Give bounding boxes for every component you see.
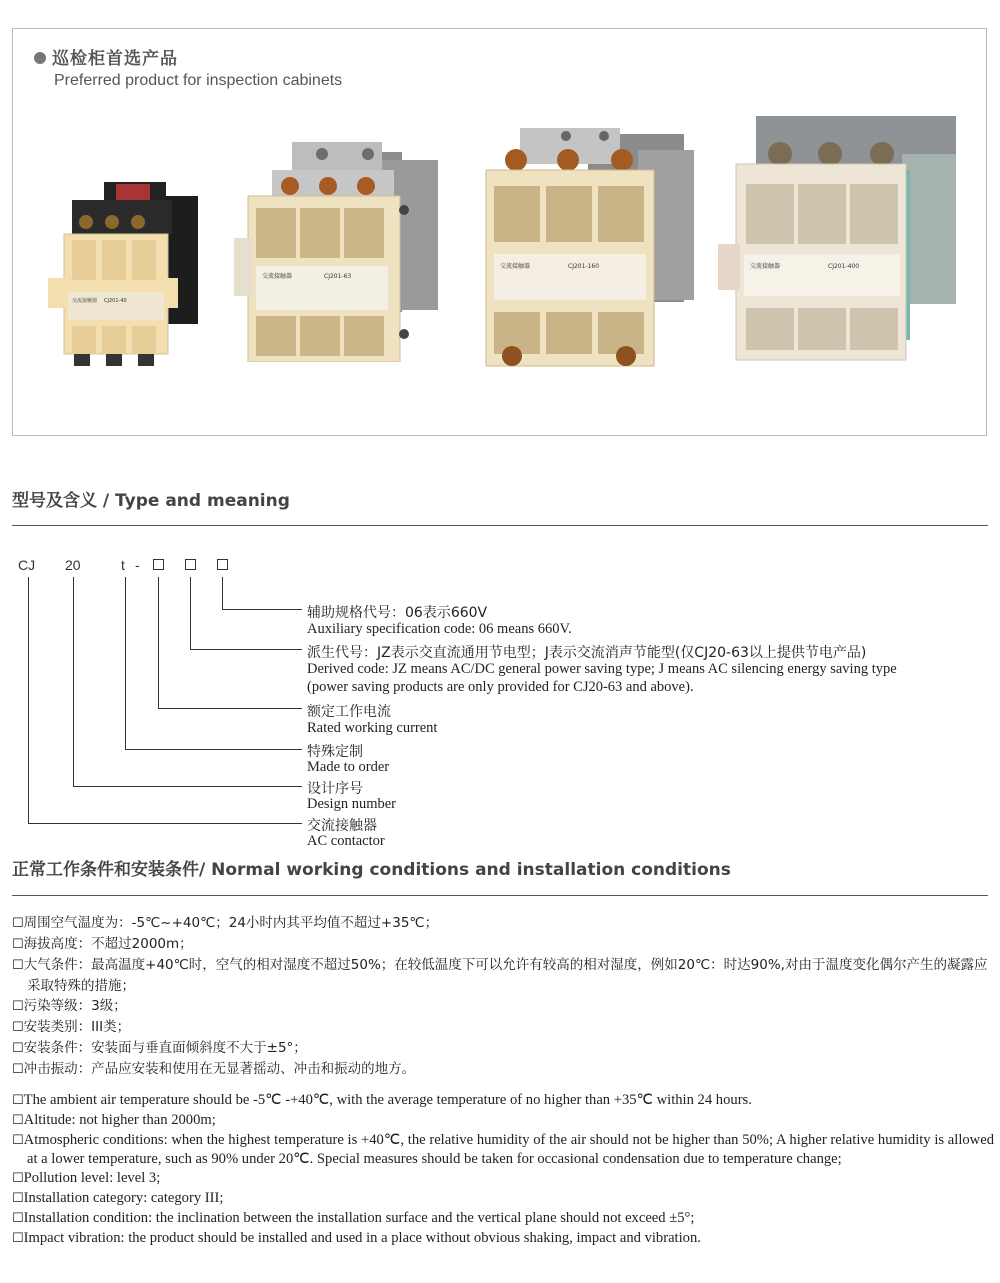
condition-item xyxy=(12,1229,994,1249)
connector-line xyxy=(73,577,74,787)
condition-text: The ambient air temperature should be -5℃ -+40℃, with the average temperature of no higher than +35℃ within 24 hours. xyxy=(23,1092,752,1108)
ac-contactor-en: AC contactor xyxy=(307,833,385,849)
connector-line xyxy=(125,749,302,750)
bullet-dot-icon xyxy=(34,52,46,64)
condition-item xyxy=(12,934,994,955)
contactor-cj201-160-image xyxy=(478,126,700,370)
product-3-model: CJ201-160 xyxy=(568,263,600,270)
checkbox-icon: ☐ xyxy=(12,1112,24,1128)
condition-text: 污染等级：3级； xyxy=(23,998,127,1014)
rated-current-cn: 额定工作电流 xyxy=(307,704,391,720)
condition-item xyxy=(12,1189,994,1209)
conditions-en-list xyxy=(12,1091,994,1248)
design-number-en: Design number xyxy=(307,796,396,812)
condition-item xyxy=(12,1038,994,1059)
connector-line xyxy=(73,786,302,787)
product-1-model: CJ201-40 xyxy=(104,298,127,304)
connector-line xyxy=(190,577,191,650)
checkbox-icon: ☐ xyxy=(12,1210,24,1226)
connector-line xyxy=(190,649,302,650)
checkbox-icon: ☐ xyxy=(12,1062,24,1077)
product-2-model: CJ201-63 xyxy=(324,273,352,280)
condition-text: Installation condition: the inclination between the installation surface and the vertical plane should not exceed ±5°; xyxy=(23,1209,695,1226)
made-to-order-en: Made to order xyxy=(307,759,390,775)
code-dash: - xyxy=(135,557,140,573)
checkbox-icon: ☐ xyxy=(12,958,24,973)
product-section-subtitle: Preferred product for inspection cabinets xyxy=(54,72,343,89)
connector-line xyxy=(222,577,223,610)
checkbox-icon: ☐ xyxy=(12,1093,24,1108)
checkbox-icon: ☐ xyxy=(12,999,24,1014)
code-box-derived xyxy=(185,559,196,570)
code-box-current xyxy=(153,559,164,570)
condition-item xyxy=(12,1169,994,1189)
condition-item xyxy=(12,1059,994,1080)
connector-line xyxy=(158,708,302,709)
derived-code-en: Derived code: JZ means AC/DC general power saving type; J means AC silencing energy saving type xyxy=(307,661,897,677)
condition-item xyxy=(12,955,994,996)
type-meaning-divider xyxy=(12,525,988,526)
derived-code-cn: 派生代号：JZ表示交直流通用节电型；J表示交流消声节能型(仅CJ20-63以上提供节电产品) xyxy=(307,645,867,661)
condition-text: Atmospheric conditions: when the highest temperature is +40℃, the relative humidity of the air should not be higher than 50%; A higher relative humidity is allowed at a lower temperature, such as 90% under 20℃. Special measures should be taken for occasional condensation due to temperature change; xyxy=(23,1131,994,1168)
aux-code-en: Auxiliary specification code: 06 means 660V. xyxy=(307,621,572,637)
rated-current-en: Rated working current xyxy=(307,720,438,736)
condition-text: Pollution level: level 3; xyxy=(23,1170,161,1187)
connector-line xyxy=(158,577,159,709)
product-2-label: 交流接触器 xyxy=(262,273,293,280)
product-section-title xyxy=(34,44,178,69)
condition-text: 大气条件：最高温度+40℃时，空气的相对湿度不超过50%；在较低温度下可以允许有较高的相对湿度，例如20℃：时达90%,对由于温度变化偶尔产生的凝露应采取特殊的措施； xyxy=(23,957,988,994)
checkbox-icon: ☐ xyxy=(12,1171,24,1187)
aux-code-cn: 辅助规格代号：06表示660V xyxy=(307,605,488,621)
product-1-label: 交流接触器 xyxy=(72,298,98,304)
condition-item xyxy=(12,913,994,934)
condition-text: 安装条件：安装面与垂直面倾斜度不大于±5°； xyxy=(23,1040,307,1056)
checkbox-icon: ☐ xyxy=(12,1020,24,1035)
condition-item xyxy=(12,1111,994,1131)
connector-line xyxy=(28,823,302,824)
condition-text: Impact vibration: the product should be installed and used in a place without obvious shaking, impact and vibration. xyxy=(23,1229,701,1246)
code-box-auxiliary xyxy=(217,559,228,570)
connector-line xyxy=(222,609,302,610)
contactor-cj201-400-image xyxy=(716,114,962,368)
connector-line xyxy=(28,577,29,824)
contactor-cj201-63-image xyxy=(232,138,442,362)
made-to-order-cn: 特殊定制 xyxy=(307,744,363,760)
conditions-cn-list xyxy=(12,913,994,1080)
checkbox-icon: ☐ xyxy=(12,1132,24,1148)
derived-code-en-2: (power saving products are only provided for CJ20-63 and above). xyxy=(307,679,694,695)
condition-item xyxy=(12,1209,994,1229)
connector-line xyxy=(125,577,126,750)
code-t: t xyxy=(121,557,125,573)
contactor-cj201-40-image xyxy=(44,178,204,370)
conditions-divider xyxy=(12,895,988,896)
condition-item xyxy=(12,1131,994,1170)
checkbox-icon: ☐ xyxy=(12,1041,24,1056)
ac-contactor-cn: 交流接触器 xyxy=(307,818,377,834)
condition-item xyxy=(12,996,994,1017)
condition-text: 海拔高度：不超过2000m； xyxy=(23,936,193,952)
condition-text: 安装类别：III类； xyxy=(23,1019,131,1035)
checkbox-icon: ☐ xyxy=(12,1230,24,1246)
product-4-label: 交流接触器 xyxy=(750,263,781,270)
product-3-label: 交流接触器 xyxy=(500,263,531,270)
code-cj: CJ xyxy=(18,557,36,573)
type-meaning-heading: 型号及含义 / Type and meaning xyxy=(12,491,290,511)
condition-text: Altitude: not higher than 2000m; xyxy=(23,1111,216,1128)
conditions-heading: 正常工作条件和安装条件/ Normal working conditions and installation conditions xyxy=(12,860,731,880)
condition-text: Installation category: category III; xyxy=(23,1189,224,1206)
condition-text: 冲击振动：产品应安装和使用在无显著摇动、冲击和振动的地方。 xyxy=(23,1061,416,1077)
checkbox-icon: ☐ xyxy=(12,916,24,931)
checkbox-icon: ☐ xyxy=(12,1190,24,1206)
product-4-model: CJ201-400 xyxy=(828,263,860,270)
condition-item xyxy=(12,1091,994,1111)
condition-text: 周围空气温度为：-5℃~+40℃；24小时内其平均值不超过+35℃； xyxy=(23,915,439,931)
code-20: 20 xyxy=(65,557,81,573)
checkbox-icon: ☐ xyxy=(12,937,24,952)
product-title-cn: 巡检柜首选产品 xyxy=(52,49,178,69)
condition-item xyxy=(12,1017,994,1038)
design-number-cn: 设计序号 xyxy=(307,781,363,797)
